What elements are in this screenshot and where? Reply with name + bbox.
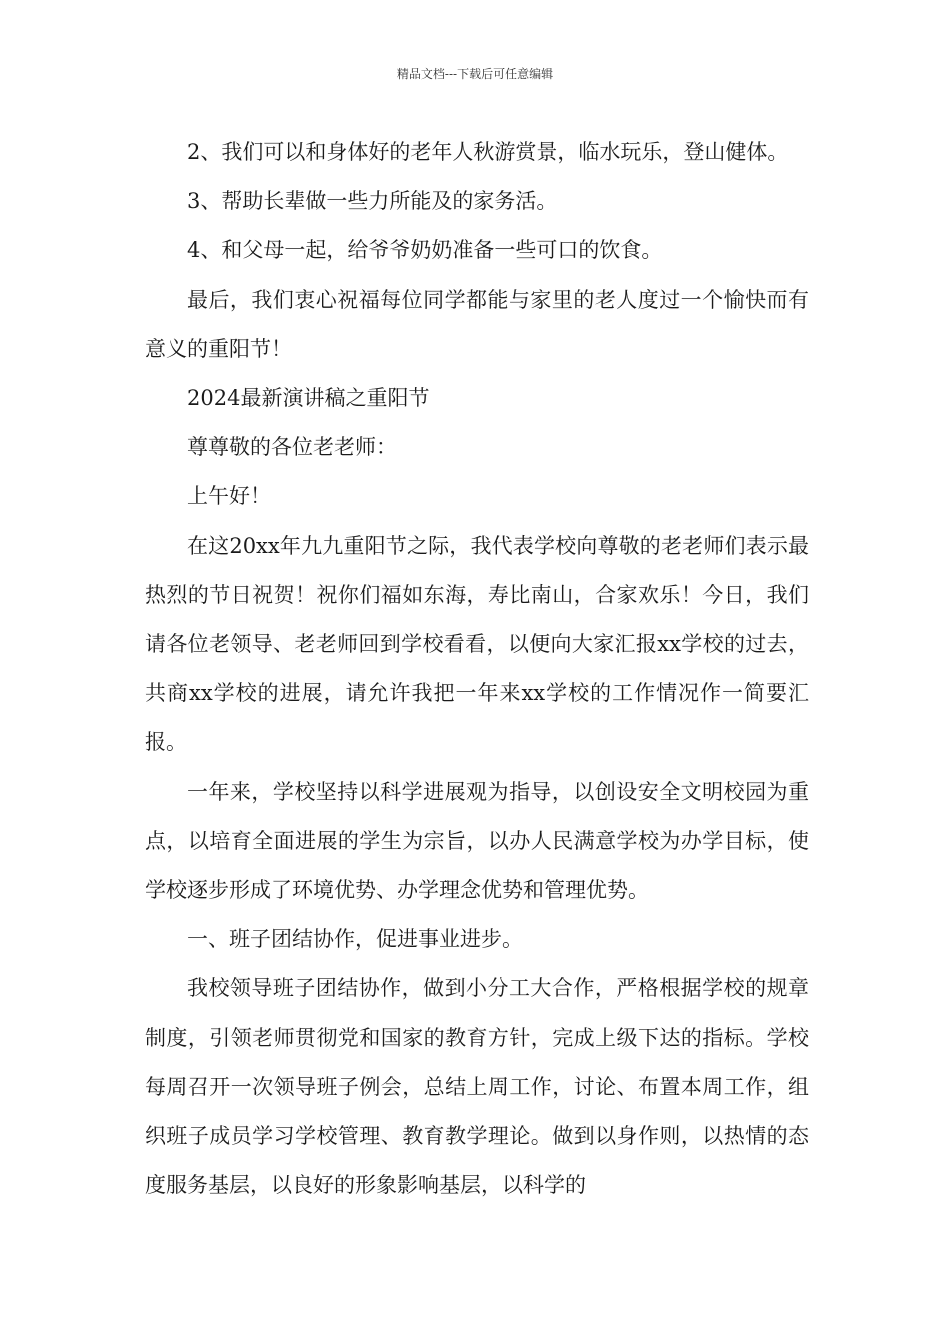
section-heading-1: 一、班子团结协作，促进事业进步。 bbox=[187, 927, 523, 952]
paragraph-item-2: 2、我们可以和身体好的老年人秋游赏景，临水玩乐，登山健体。 bbox=[187, 140, 789, 164]
paragraph-leadership: 我校领导班子团结协作，做到小分工大合作，严格根据学校的规章制度，引领老师贯彻党和国家的教育方针，完成上级下达的指标。学校每周召开一次领导班子例会，总结上周工作，讨论、布置本周工作，组织班子成员学习学校管理、教育教学理论。做到以身作则，以热情的态度服务基层，以良好的形象影响基层，以科学的 bbox=[145, 976, 809, 1198]
paragraph-item-4: 4、和父母一起，给爷爷奶奶准备一些可口的饮食。 bbox=[187, 238, 663, 263]
paragraph-opening: 在这20xx年九九重阳节之际，我代表学校向尊敬的老老师们表示最热烈的节日祝贺！祝你们福如东海，寿比南山，合家欢乐！今日，我们请各位老领导、老老师回到学校看看，以便向大家汇报xx学校的过去，共商xx学校的进展，请允许我把一年来xx学校的工作情况作一简要汇报。 bbox=[145, 533, 809, 755]
page-header: 精品文档---下载后可任意编辑 bbox=[396, 67, 554, 81]
paragraph-item-3: 3、帮助长辈做一些力所能及的家务活。 bbox=[187, 189, 558, 214]
speech-title: 2024最新演讲稿之重阳节 bbox=[187, 386, 430, 411]
paragraph-closing-wish: 最后，我们衷心祝福每位同学都能与家里的老人度过一个愉快而有意义的重阳节！ bbox=[145, 287, 809, 361]
salutation: 尊尊敬的各位老老师： bbox=[187, 435, 397, 460]
paragraph-year-summary: 一年来，学校坚持以科学进展观为指导，以创设安全文明校园为重点，以培育全面进展的学生为宗旨，以办人民满意学校为办学目标，使学校逐步形成了环境优势、办学理念优势和管理优势。 bbox=[145, 779, 809, 903]
document-body bbox=[145, 128, 809, 1210]
greeting: 上午好！ bbox=[187, 484, 271, 509]
